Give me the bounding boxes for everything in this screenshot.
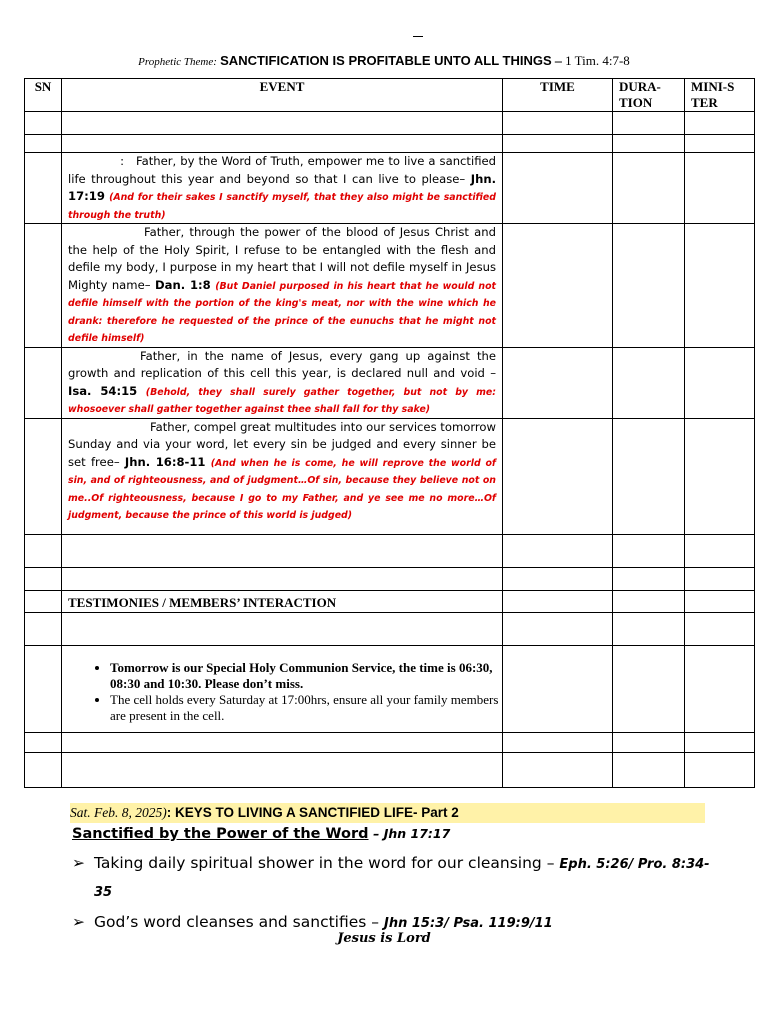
- prayer-scripture: (But Daniel purposed in his heart that he would not defile himself with the portion of the king's meat, nor with the wine which he drank: therefore he requested of the prince of the eunuchs that he might not defile himself): [68, 280, 497, 344]
- header-sn: SN: [25, 79, 62, 112]
- header-row: [25, 79, 755, 112]
- subtitle-text: Sanctified by the Power of the Word: [72, 826, 369, 842]
- prayer-point-2: Father, through the power of the blood of Jesus Christ and the help of the Holy Spirit, I refuse to be entangled with the flesh and defile my body, I purpose in my heart that I will not defile myself in Jesus Mighty name– Dan. 1:8 (But Daniel purposed in his heart that he would not defile himself with the portion of the king's meat, nor with the wine which he drank: therefore he requested of the prince of the eunuchs that he might not defile himself): [62, 224, 503, 348]
- theme-label: Prophetic Theme:: [138, 56, 217, 68]
- announcement-item: • The cell holds every Saturday at 17:00hrs, ensure all your family members are present in the cell.: [110, 692, 502, 724]
- announcements: [62, 645, 503, 732]
- prayer-point-1: : Father, by the Word of Truth, empower me to live a sanctified life throughout this year and beyond so that I can live to please– Jhn. 17:19 (And for their sakes I sanctify myself, that they also might be sanctified through the truth): [62, 153, 503, 224]
- table-row: [25, 612, 755, 645]
- prayer-scripture: (And when he is come, he will reprove the world of sin, and of righteousness, and of judgment…Of sin, because they believe not on me..Of righteousness, because I go to my Father, and ye see me no more…Of judgment, because the prince of this world is judged): [68, 457, 497, 521]
- prayer-point-3: Father, in the name of Jesus, every gang up against the growth and replication of this cell this year, is declared null and void – Isa. 54:15 (Behold, they shall surely gather together, but not by me: whosoever shall gather together against thee shall fall for thy sake): [62, 347, 503, 418]
- point-reference: Eph. 5:26/ Pro. 8:34-35: [94, 857, 710, 900]
- prayer-row: [25, 224, 755, 348]
- lesson-heading: [70, 803, 705, 823]
- arrow-bullet-icon: ➢: [72, 913, 85, 931]
- point-text: Taking daily spiritual shower in the word for our cleansing –: [94, 854, 555, 872]
- header-duration: DURA-TION: [613, 79, 685, 112]
- prayer-row: [25, 347, 755, 418]
- table-row: [25, 112, 755, 135]
- table-row: [25, 135, 755, 153]
- lesson-date: Sat. Feb. 8, 2025): [70, 805, 167, 820]
- lesson-subtitle: [72, 826, 450, 842]
- prayer-ref: Isa. 54:15: [68, 383, 138, 398]
- prayer-scripture: (Behold, they shall surely gather together, but not by me: whosoever shall gather together against thee shall fall for thy sake): [68, 386, 497, 415]
- lesson-points: [72, 850, 722, 937]
- closing-line: Jesus is Lord: [337, 931, 431, 946]
- prophetic-theme: [0, 53, 768, 70]
- table-row: [25, 732, 755, 752]
- theme-reference: 1 Tim. 4:7-8: [565, 53, 630, 68]
- prayer-ref: Dan. 1:8: [155, 277, 211, 292]
- header-event: EVENT: [62, 79, 503, 112]
- testimonies-row: [25, 590, 755, 612]
- prayer-ref: Jhn. 17:19: [68, 171, 496, 203]
- point-text: God’s word cleanses and sanctifies –: [94, 913, 380, 931]
- table-row: [25, 752, 755, 787]
- lesson-point: [72, 850, 722, 906]
- prayer-row: [25, 153, 755, 224]
- prayer-ref: Jhn. 16:8-11: [124, 454, 206, 469]
- prayer-point-4: Father, compel great multitudes into our services tomorrow Sunday and via your word, let every sin be judged and every sinner be set free– Jhn. 16:8-11 (And when he is come, he will reprove the world of sin, and of righteousness, and of judgment…Of sin, because they believe not on me..Of righteousness, because I go to my Father, and ye see me no more…Of judgment, because the prince of this world is judged): [62, 418, 503, 534]
- theme-dash: –: [554, 54, 562, 69]
- subtitle-reference: – Jhn 17:17: [373, 826, 451, 841]
- arrow-bullet-icon: ➢: [72, 854, 85, 872]
- prayer-scripture: (And for their sakes I sanctify myself, that they also might be sanctified through the truth): [68, 192, 496, 221]
- lesson-title: : KEYS TO LIVING A SANCTIFIED LIFE- Part 2: [166, 805, 459, 820]
- header-minister: MINI-STER: [685, 79, 755, 112]
- announcements-row: [25, 645, 755, 732]
- table-row: [25, 567, 755, 590]
- top-dash: [413, 36, 423, 37]
- announcement-item: • Tomorrow is our Special Holy Communion Service, the time is 06:30, 08:30 and 10:30. Please don’t miss.: [110, 660, 502, 692]
- table-row: [25, 534, 755, 567]
- point-reference: Jhn 15:3/ Psa. 119:9/11: [383, 916, 553, 931]
- prayer-row: [25, 418, 755, 534]
- testimonies-label: TESTIMONIES / MEMBERS’ INTERACTION: [62, 590, 503, 612]
- header-time: TIME: [503, 79, 613, 112]
- order-of-service-table: [24, 78, 755, 788]
- theme-text: SANCTIFICATION IS PROFITABLE UNTO ALL THINGS: [220, 53, 552, 68]
